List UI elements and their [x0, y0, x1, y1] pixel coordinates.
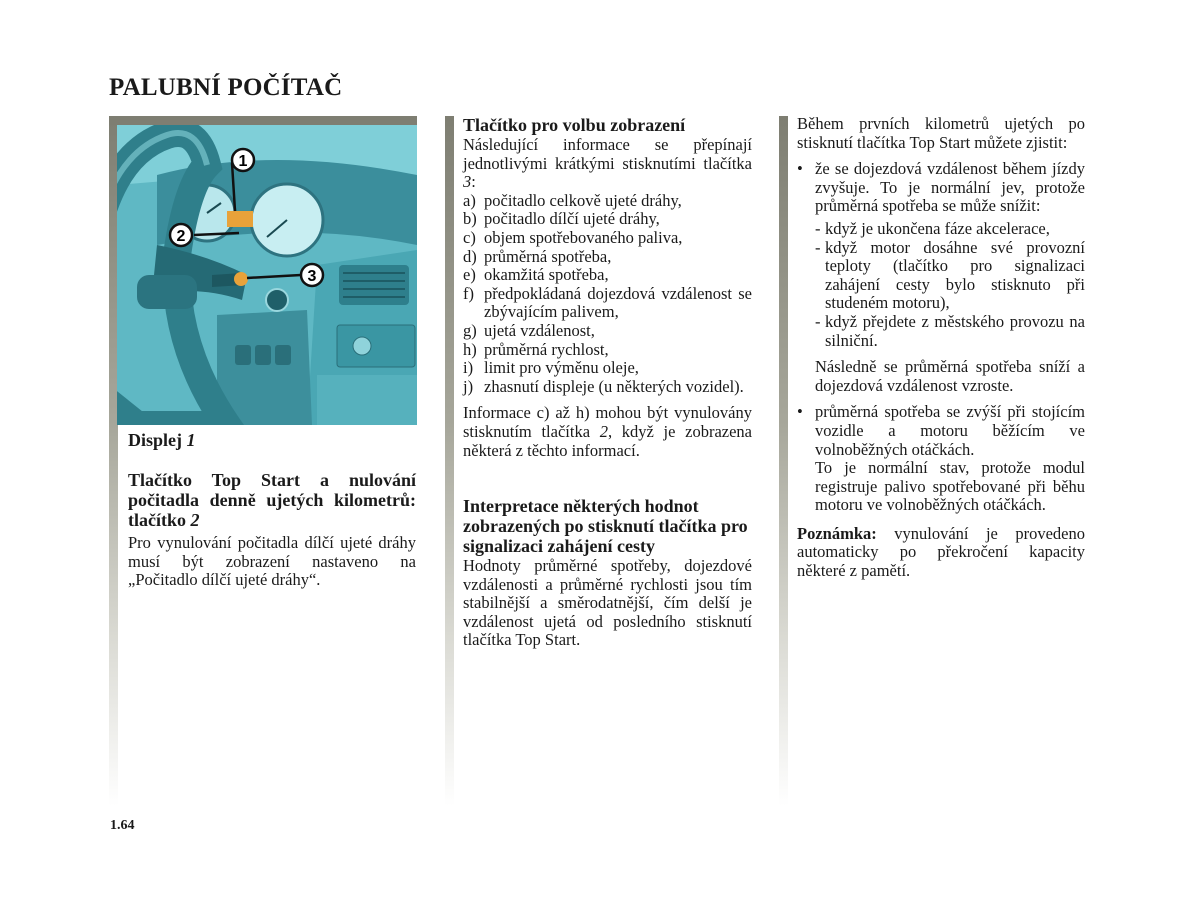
list-item-key: i)	[463, 358, 474, 378]
list-item-key: c)	[463, 227, 476, 247]
photo-caption: Displej 1	[128, 430, 196, 450]
list-item-text: okamžitá spotřeba,	[484, 265, 609, 285]
list-item-key: f)	[463, 283, 474, 303]
column-3	[797, 115, 1085, 581]
dash-list	[797, 220, 1085, 350]
column-rule-middle	[445, 116, 454, 806]
dash-marker: -	[815, 218, 821, 238]
list-item-text: průměrná rychlost,	[484, 339, 609, 359]
idle-explanation-text: To je normální stav, protože modul registruje palivo spotřebované při běhu motoru ve volnoběžných otáčkách.	[815, 458, 1085, 515]
page-title: PALUBNÍ POČÍTAČ	[109, 74, 343, 101]
list-item-text: objem spotřebovaného paliva,	[484, 227, 683, 247]
list-item-text: počitadlo celkově ujeté dráhy,	[484, 190, 682, 210]
list-item	[463, 266, 752, 285]
callout-1	[232, 149, 254, 171]
svg-text:3: 3	[307, 268, 317, 285]
list-item	[463, 285, 752, 322]
dash-item-text: když přejdete z městského provozu na silniční.	[825, 311, 1085, 350]
list-item-key: g)	[463, 320, 477, 340]
list-item	[463, 341, 752, 360]
interpretation-text: Hodnoty průměrné spotřeby, dojezdové vzdálenosti a průměrné rychlosti jsou tím stabilnější a směrodatnější, čím delší je vzdálenost ujetá od posledního stisknutí tlačítka Top Start.	[463, 556, 752, 650]
bullet-consumption-increase: • průměrná spotřeba se zvýší při stojícím vozidle a motoru běžícím ve volnoběžných otáčkách.	[797, 402, 1085, 459]
dash-item-text: když je ukončena fáze akcelerace,	[825, 218, 1050, 238]
list-item-key: a)	[463, 190, 476, 210]
column-2	[463, 115, 752, 650]
svg-text:1: 1	[238, 153, 248, 170]
column-1	[128, 430, 416, 590]
dashboard-photo	[117, 125, 417, 425]
display-info-list	[463, 192, 752, 397]
list-item-text: předpokládaná dojezdová vzdálenost se zbývajícím palivem,	[484, 283, 752, 322]
list-item	[463, 229, 752, 248]
list-item-key: h)	[463, 339, 477, 359]
list-item	[463, 378, 752, 397]
list-item-text: počitadlo dílčí ujeté dráhy,	[484, 209, 660, 229]
list-item-key: d)	[463, 246, 477, 266]
list-item-key: e)	[463, 265, 476, 285]
list-item-text: ujetá vzdálenost,	[484, 320, 595, 340]
list-item	[463, 210, 752, 229]
svg-text:2: 2	[176, 228, 186, 245]
list-item-text: zhasnutí displeje (u některých vozidel).	[484, 376, 744, 396]
photo-top-bar	[109, 116, 417, 125]
column-rule-right	[779, 116, 788, 806]
list-item	[463, 359, 752, 378]
page-number: 1.64	[110, 818, 135, 833]
section-heading-display-button: Tlačítko pro volbu zobrazení	[463, 115, 686, 135]
display-intro: Následující informace se přepínají jednotlivými krátkými stisknutími tlačítka 3:	[463, 135, 752, 192]
list-item-text: průměrná spotřeba,	[484, 246, 612, 266]
list-item-text: limit pro výměnu oleje,	[484, 358, 639, 378]
callout-3	[301, 264, 323, 286]
dash-marker: -	[815, 237, 821, 257]
list-item	[463, 322, 752, 341]
list-item-key: b)	[463, 209, 477, 229]
after-dashes-text: Následně se průměrná spotřeba sníží a dojezdová vzdálenost vzroste.	[815, 357, 1085, 395]
dash-item-text: když motor dosáhne své provozní teploty (tlačítko pro signalizaci zahájení cesty bylo stisknuto při studeném motoru),	[825, 237, 1085, 313]
first-km-intro: Během prvních kilometrů ujetých po stisknutí tlačítka Top Start můžete zjistit:	[797, 114, 1085, 152]
dash-marker: -	[815, 311, 821, 331]
section-heading-interpretation: Interpretace některých hodnot zobrazených po stisknutí tlačítka pro signalizaci zahájení cesty	[463, 496, 748, 557]
dash-item	[815, 313, 1085, 350]
top-start-text: Pro vynulování počitadla dílčí ujeté dráhy musí být zobrazení nastaveno na „Počitadlo dílčí ujeté dráhy“.	[128, 533, 416, 590]
reset-info-text: Informace c) až h) mohou být vynulovány stisknutím tlačítka 2, když je zobrazena některá z těchto informací.	[463, 403, 753, 460]
display-highlight	[227, 211, 253, 227]
note-text: Poznámka: vynulování je provedeno automaticky po překročení kapacity některé z pamětí.	[797, 523, 1085, 581]
callout-2	[170, 224, 192, 246]
bullet-range-increase: • že se dojezdová vzdálenost během jízdy zvyšuje. To je normální jev, protože průměrná spotřeba se může snížit:	[797, 159, 1085, 216]
list-item	[463, 248, 752, 267]
list-item-key: j)	[463, 376, 474, 396]
list-item	[463, 192, 752, 211]
dash-item	[815, 220, 1085, 239]
section-heading-top-start: Tlačítko Top Start a nulování počitadla denně ujetých kilometrů: tlačítko 2	[128, 470, 416, 530]
dash-item	[815, 239, 1085, 313]
